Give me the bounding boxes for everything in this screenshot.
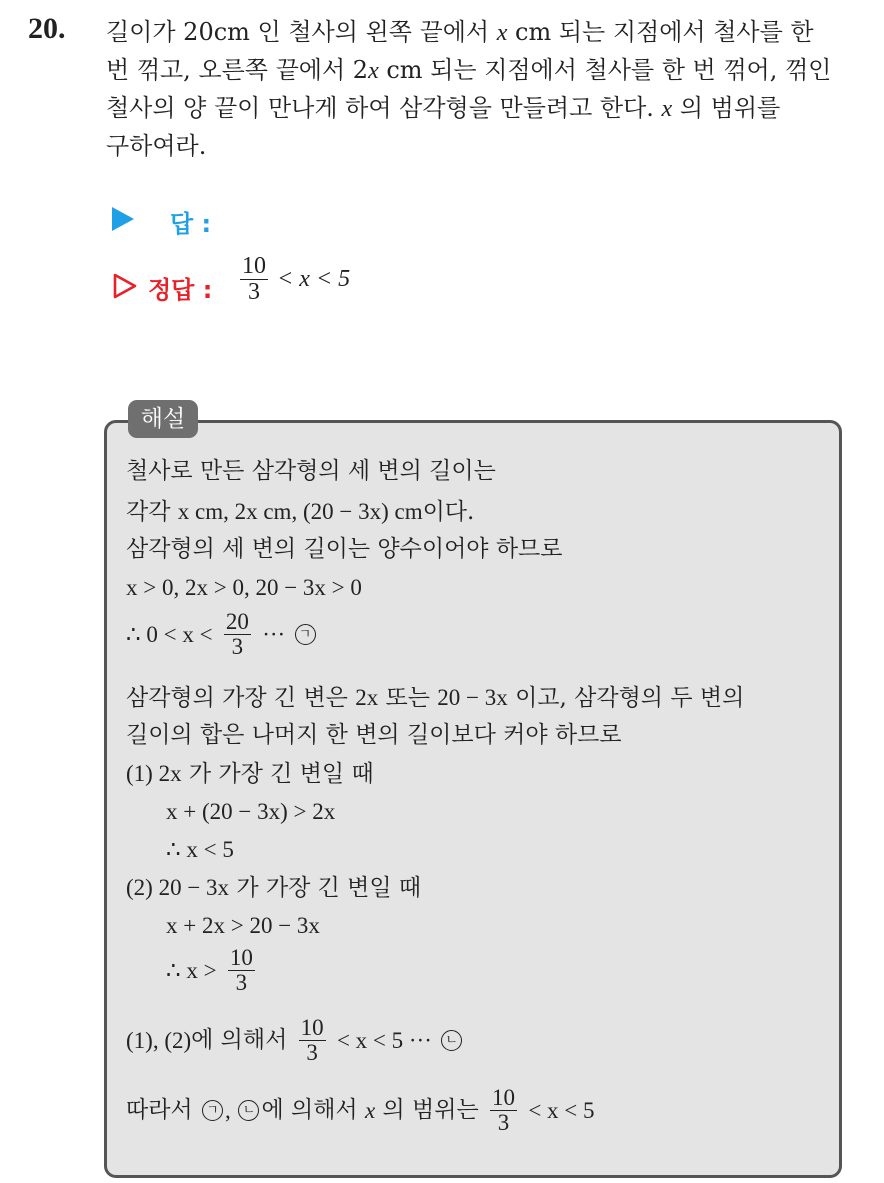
question-line-1: 길이가 20cm 인 철사의 왼쪽 끝에서 x cm 되는 지점에서 철사를 한	[106, 18, 814, 46]
circled-giyeok-mark: ㄱ	[295, 624, 316, 645]
solution-line-6: 삼각형의 가장 긴 변은 2x 또는 20 − 3x 이고, 삼각형의 두 변의	[126, 685, 745, 711]
circled-giyeok-mark: ㄱ	[202, 1100, 223, 1121]
solution-line-5: ∴ 0 < x < $\frac{20}{3}$ ··· ㄱ	[126, 610, 318, 659]
solution-line-14: (1), (2)에 의해서 $\frac{10}{3}$ < x < 5 ··· ㄴ	[126, 1016, 464, 1065]
solution-line-2: 각각 x cm, 2x cm, (20 − 3x) cm이다.	[126, 499, 475, 525]
correct-answer-value: $\frac{10}{3}$ < x < 5	[242, 253, 351, 306]
solution-line-9: x + (20 − 3x) > 2x	[166, 799, 336, 824]
solution-line-7: 길이의 합은 나머지 한 변의 길이보다 커야 하므로	[126, 722, 622, 748]
solution-line-15: 따라서 ㄱ , ㄴ 에 의해서 x 의 범위는 $\frac{10}{3}$ < x < 5	[126, 1085, 595, 1136]
question-number: 20.	[28, 12, 66, 45]
solution-line-8: (1) 2x 가 가장 긴 변일 때	[126, 761, 374, 787]
answer-label: 답 :	[170, 210, 212, 238]
correct-answer-arrow-icon	[112, 272, 138, 300]
solution-line-3: 삼각형의 세 변의 길이는 양수이어야 하므로	[126, 536, 563, 562]
solution-tab: 해설	[128, 400, 198, 438]
solution-line-10: ∴ x < 5	[166, 837, 234, 862]
answer-arrow-icon	[112, 207, 134, 231]
solution-line-1: 철사로 만든 삼각형의 세 변의 길이는	[126, 458, 496, 484]
question-line-4: 구하여라.	[106, 132, 207, 160]
solution-line-12: x + 2x > 20 − 3x	[166, 913, 320, 938]
question-line-2: 번 꺾고, 오른쪽 끝에서 2x cm 되는 지점에서 철사를 한 번 꺾어, 꺾인	[106, 56, 832, 84]
solution-line-13: ∴ x > $\frac{10}{3}$	[166, 945, 253, 996]
solution-line-11: (2) 20 − 3x 가 가장 긴 변일 때	[126, 875, 422, 901]
circled-nieun-mark: ㄴ	[441, 1030, 462, 1051]
solution-line-4: x > 0, 2x > 0, 20 − 3x > 0	[126, 575, 362, 600]
correct-answer-label: 정답 :	[148, 276, 213, 304]
question-line-3: 철사의 양 끝이 만나게 하여 삼각형을 만들려고 한다. x 의 범위를	[106, 94, 781, 122]
circled-nieun-mark: ㄴ	[238, 1100, 259, 1121]
